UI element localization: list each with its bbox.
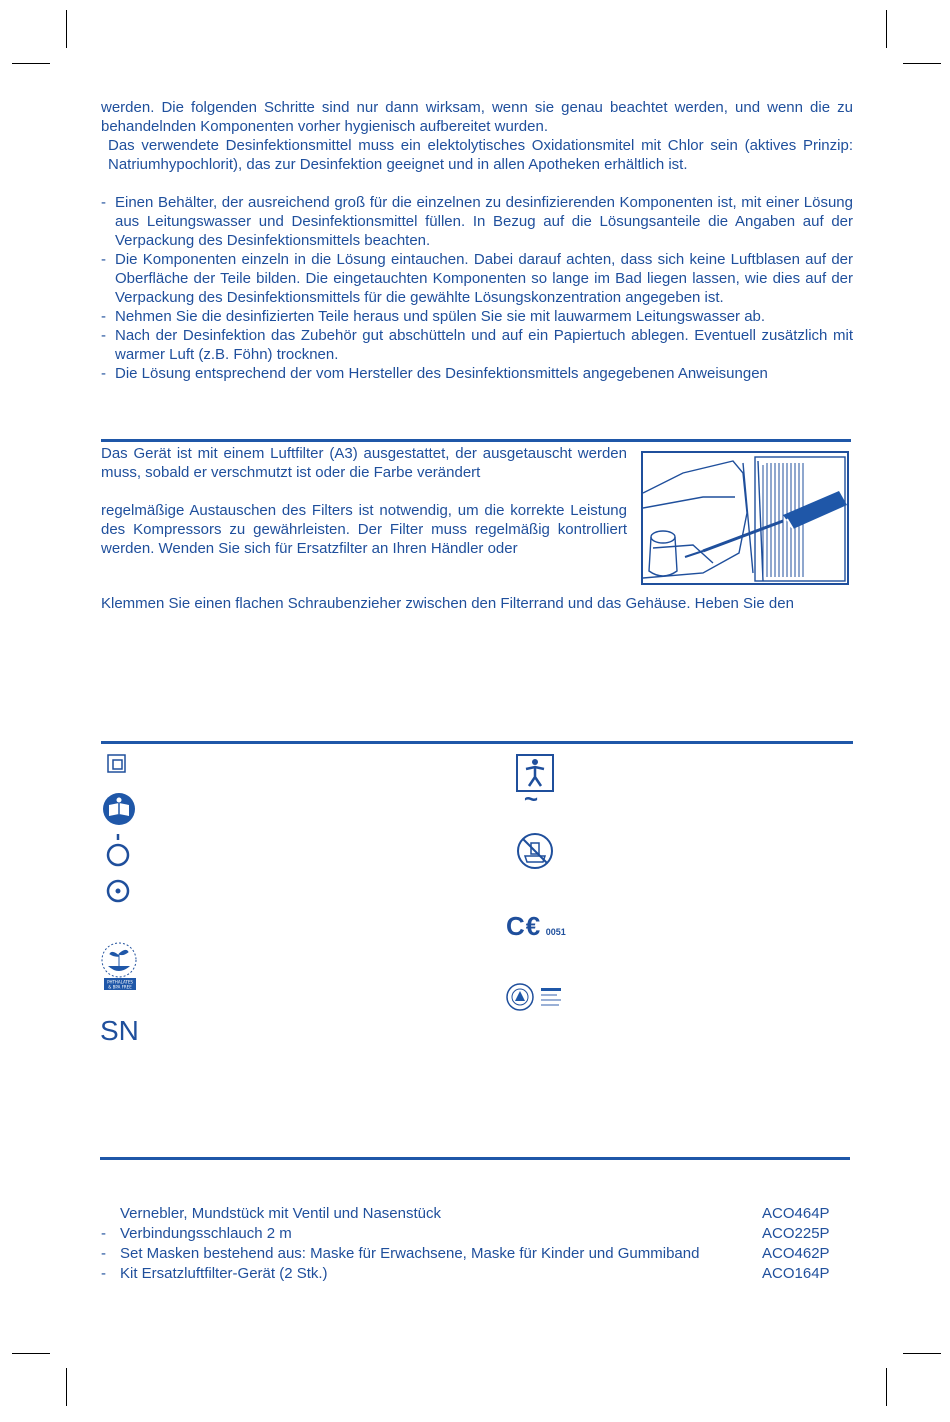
phthalate-free-icon — [100, 940, 140, 997]
step-item — [101, 364, 853, 383]
filter-text — [101, 444, 627, 558]
class-ii-icon — [107, 754, 127, 779]
serial-number-symbol: SN — [100, 1015, 139, 1046]
svg-text:PHTHALATES: PHTHALATES — [107, 979, 133, 985]
step-item — [101, 250, 853, 307]
section-divider — [100, 1157, 850, 1160]
intro-paragraph-1: werden. Die folgenden Schritte sind nur dann wirksam, wenn sie genau beachtet werden, und wenn die zu behandelnden Komponenten vorher hygienisch aufbereitet wurden. — [101, 99, 853, 135]
intro-paragraph-2: Das verwendete Desinfektionsmittel muss ein elektolytisches Oxidationsmitel mit Chlor sein (aktives Prinzip: Natriumhypochlorit), das zur Desinfektion geeignet und in allen Apotheken erhältlich ist. — [108, 137, 853, 173]
accessory-row — [101, 1244, 841, 1264]
filter-paragraph-2: regelmäßige Austauschen des Filters ist notwendig, um die korrekte Leistung des Kompressors zu gewährleisten. Der Filter muss regelmäßig kontrolliert werden. Wenden Sie sich für Ersatzfilter an Ihren Händler oder — [101, 502, 627, 557]
accessory-row — [101, 1204, 841, 1224]
accessory-code: ACO462P — [762, 1245, 830, 1262]
accessory-name: Vernebler, Mundstück mit Ventil und Nasenstück — [120, 1205, 442, 1222]
no-water-immersion-icon — [516, 832, 554, 875]
svg-text:& BPA FREE: & BPA FREE — [108, 984, 132, 990]
section-divider — [101, 439, 851, 442]
ce-notified-body: 0051 — [545, 927, 566, 937]
step-text: Nehmen Sie die desinfizierten Teile heraus und spülen Sie sie mit lauwarmem Leitungswasser ab. — [115, 308, 766, 325]
intro-text — [101, 98, 853, 174]
on-icon — [106, 834, 130, 873]
filter-paragraph-3: Klemmen Sie einen flachen Schraubenzieher zwischen den Filterrand und das Gehäuse. Heben Sie den — [101, 595, 794, 612]
ce-mark — [506, 912, 566, 940]
crop-mark — [903, 63, 941, 64]
accessory-name: Set Masken bestehend aus: Maske für Erwachsene, Maske für Kinder und Gummiband — [120, 1245, 700, 1262]
crop-mark — [886, 10, 887, 48]
step-text: Die Komponenten einzeln in die Lösung eintauchen. Dabei darauf achten, dass sich keine Luftblasen auf der Oberfläche der Teile bilden. Die eingetauchten Komponenten so lange im Bad liegen lassen, wie dies auf der Verpackung des Desinfektionsmittels für die gewählte Lösungskonzentration angegeben ist. — [115, 251, 853, 306]
accessory-code: ACO464P — [762, 1205, 830, 1222]
section-divider — [101, 741, 853, 744]
dash: - — [101, 194, 106, 211]
step-item — [101, 326, 853, 364]
ce-symbol: C€ — [506, 911, 542, 941]
dash: - — [101, 365, 106, 382]
step-text: Die Lösung entsprechend der vom Hersteller des Desinfektionsmittels angegebenen Anweisungen — [115, 365, 768, 382]
crop-mark — [886, 1368, 887, 1406]
certification-icon — [505, 981, 565, 1018]
dash: - — [101, 308, 106, 325]
screwdriver-filter-drawing — [643, 453, 847, 583]
dash: - — [101, 327, 106, 344]
accessory-code: ACO225P — [762, 1225, 830, 1242]
read-manual-icon — [102, 792, 136, 831]
dash: - — [101, 1225, 106, 1242]
accessory-row — [101, 1224, 841, 1244]
dash: - — [101, 1245, 106, 1262]
off-icon — [106, 879, 130, 908]
filter-illustration — [641, 451, 849, 585]
step-text: Nach der Desinfektion das Zubehör gut abschütteln und auf ein Papiertuch ablegen. Eventuell zusätzlich mit warmer Luft (z.B. Föhn) trocknen. — [115, 327, 853, 363]
dash: - — [101, 251, 106, 268]
dash: - — [101, 1265, 106, 1282]
crop-mark — [903, 1353, 941, 1354]
crop-mark — [12, 1353, 50, 1354]
disinfection-steps — [101, 193, 853, 383]
crop-mark — [12, 63, 50, 64]
accessory-code: ACO164P — [762, 1265, 830, 1282]
step-item — [101, 307, 853, 326]
accessory-name: Verbindungsschlauch 2 m — [120, 1225, 292, 1242]
accessory-name: Kit Ersatzluftfilter-Gerät (2 Stk.) — [120, 1265, 328, 1282]
crop-mark — [66, 1368, 67, 1406]
alternating-current-symbol: ~ — [524, 786, 539, 813]
accessory-row — [101, 1264, 841, 1284]
accessory-list — [101, 1204, 841, 1284]
step-item — [101, 193, 853, 250]
filter-paragraph-1: Das Gerät ist mit einem Luftfilter (A3) ausgestattet, der ausgetauscht werden muss, sobald er verschmutzt ist oder die Farbe verändert — [101, 445, 627, 481]
step-text: Einen Behälter, der ausreichend groß für die einzelnen zu desinfizierenden Komponenten ist, mit einer Lösung aus Leitungswasser und Desinfektionsmittel füllen. In Bezug auf die Lösungsanteile die Angaben auf der Verpackung des Desinfektionsmittels beachten. — [115, 194, 853, 249]
crop-mark — [66, 10, 67, 48]
